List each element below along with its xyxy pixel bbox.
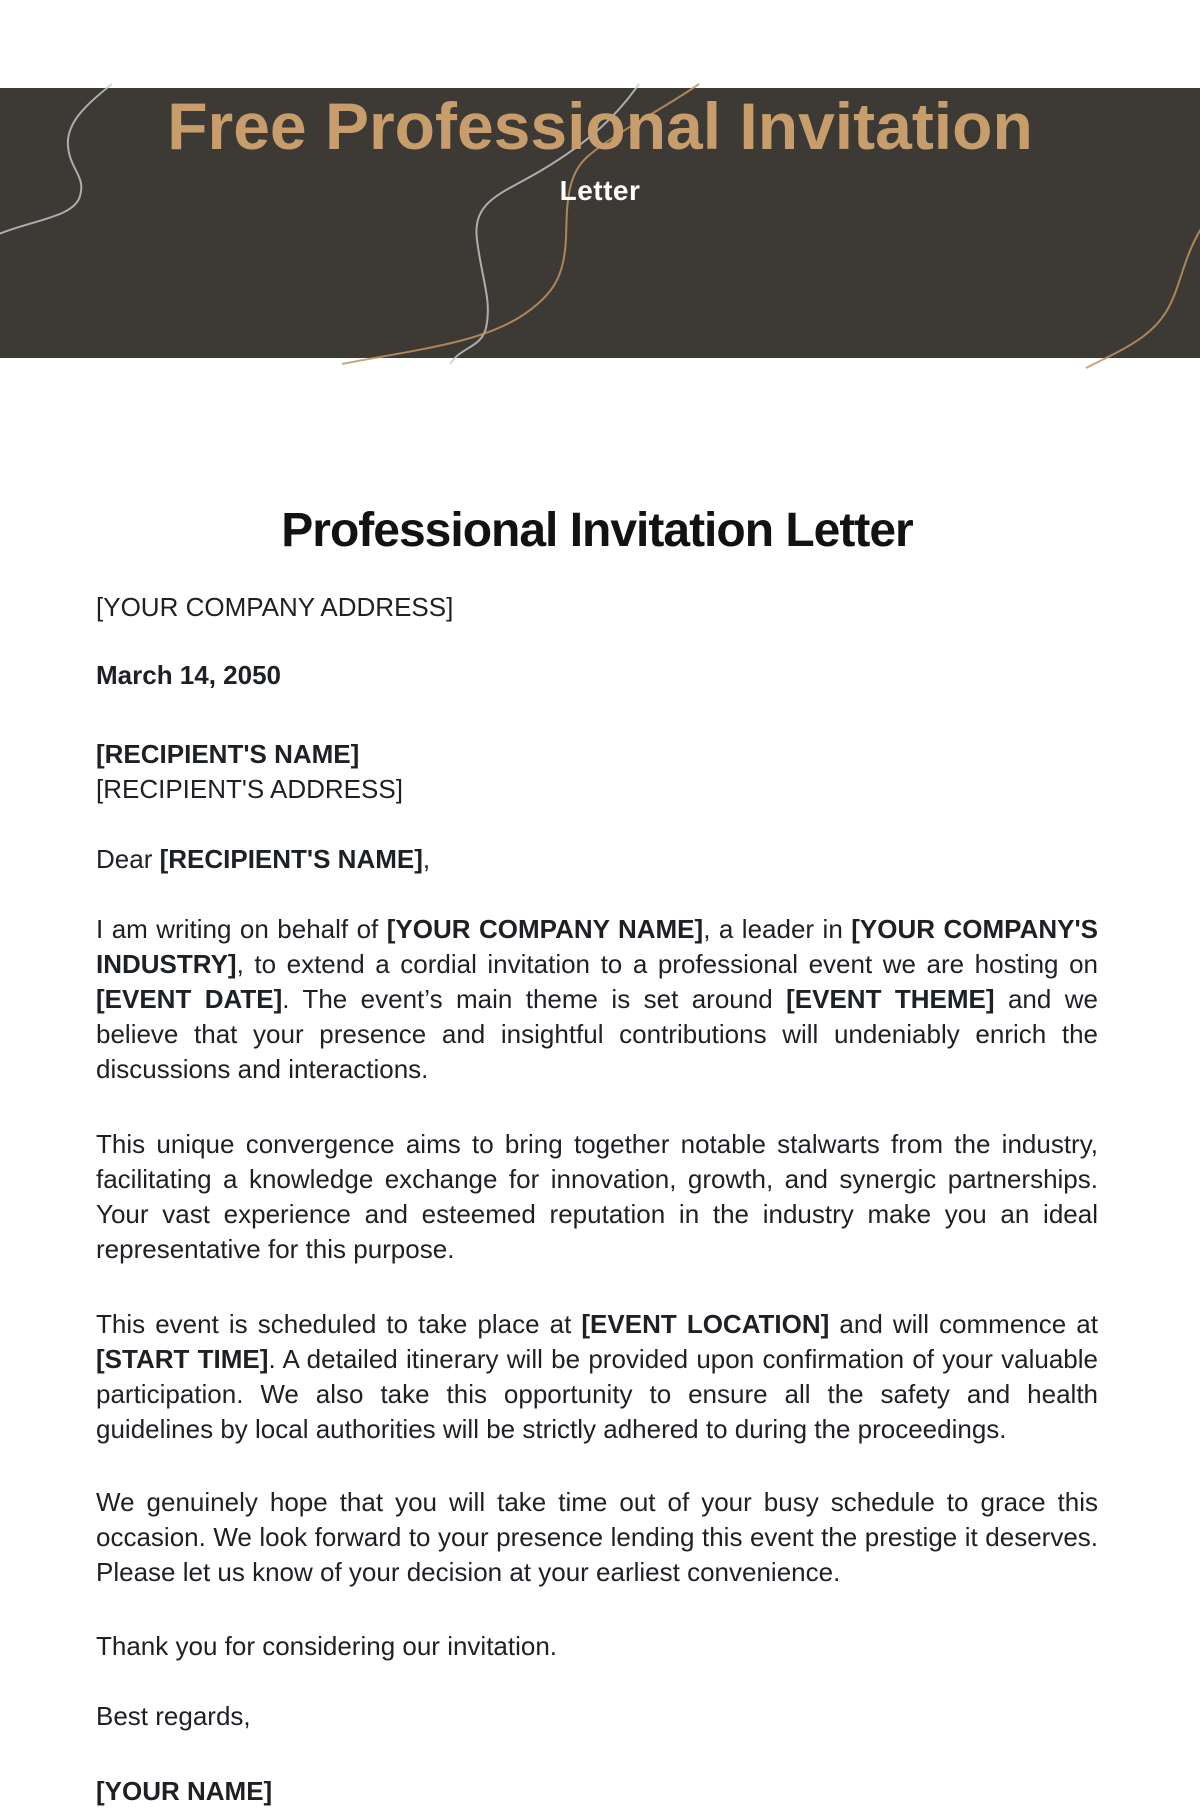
page: [0, 88, 1200, 1806]
letter-body: [0, 503, 1200, 1809]
letter-date: March 14, 2050: [96, 660, 282, 690]
recipient-address: [RECIPIENT'S ADDRESS]: [96, 774, 403, 804]
salutation-prefix: Dear: [96, 844, 160, 874]
company-address: [YOUR COMPANY ADDRESS]: [96, 592, 454, 622]
paragraph-text: and will commence at: [829, 1309, 1098, 1339]
paragraph-text: This unique convergence aims to bring together notable stalwarts from the industry, facilitating a knowledge exchange for innovation, growth, and synergic partnerships. Your vast experience and esteemed reputation in the industry make you an ideal representative for this purpose.: [96, 1129, 1098, 1264]
placeholder-field: [YOUR COMPANY NAME]: [386, 914, 704, 944]
wavy-line-right-tan: [1086, 221, 1200, 368]
salutation-name: [RECIPIENT'S NAME]: [159, 844, 423, 874]
header-banner: [0, 88, 1200, 358]
placeholder-field: [START TIME]: [96, 1344, 269, 1374]
placeholder-field: [EVENT LOCATION]: [581, 1309, 830, 1339]
paragraph-text: . The event’s main theme is set around: [282, 984, 787, 1014]
paragraph-text: and we believe that your presence and insightful contributions will undeniably enrich the discussions and interactions.: [96, 984, 1098, 1084]
salutation: [96, 842, 1098, 877]
placeholder-field: [YOUR COMPANY'S INDUSTRY]: [96, 914, 1099, 979]
paragraph-text: , to extend a cordial invitation to a professional event we are hosting on: [236, 949, 1098, 979]
closing-thanks: Thank you for considering our invitation.: [96, 1631, 558, 1661]
letter-title: Professional Invitation Letter: [281, 504, 913, 557]
paragraph-purpose: [96, 1127, 1098, 1267]
paragraph-hope: [96, 1485, 1098, 1590]
header-title: Free Professional Invitation: [167, 89, 1033, 163]
paragraph-text: This event is scheduled to take place at: [96, 1309, 582, 1339]
salutation-suffix: ,: [422, 844, 431, 874]
paragraph-text: I am writing on behalf of: [96, 914, 387, 944]
paragraph-logistics: [96, 1307, 1098, 1447]
paragraph-text: , a leader in: [703, 914, 852, 944]
placeholder-field: [EVENT THEME]: [786, 984, 995, 1014]
paragraph-text: We genuinely hope that you will take time out of your busy schedule to grace this occasion. We look forward to your presence lending this event the prestige it deserves. Please let us know of your decision at your earliest convenience.: [96, 1487, 1098, 1587]
placeholder-field: [EVENT DATE]: [96, 984, 283, 1014]
closing-regards: Best regards,: [96, 1701, 251, 1731]
signature-name: [YOUR NAME]: [96, 1776, 273, 1806]
paragraph-invitation: [96, 912, 1098, 1087]
recipient-name: [RECIPIENT'S NAME]: [96, 739, 360, 769]
paragraph-text: . A detailed itinerary will be provided upon confirmation of your valuable participation. We also take this opportunity to ensure all the safety and health guidelines by local authorities will be strictly adhered to during the proceedings.: [96, 1344, 1099, 1444]
recipient-block: [96, 737, 1098, 807]
header-subtitle: Letter: [559, 175, 641, 206]
